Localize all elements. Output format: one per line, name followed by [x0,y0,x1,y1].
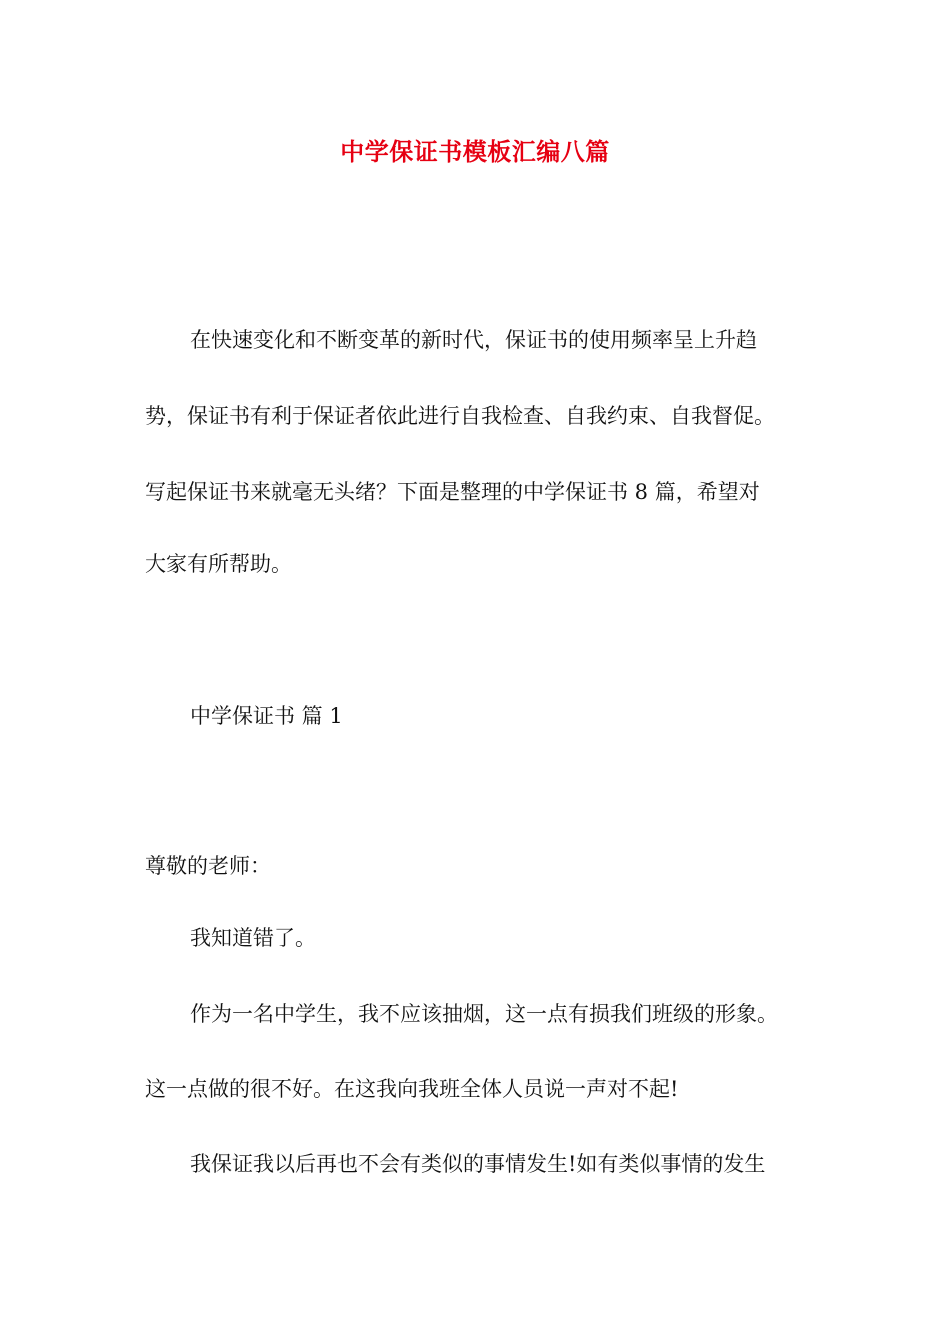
letter-paragraph-1: 我知道错了。 [190,926,316,950]
intro-line-1: 在快速变化和不断变革的新时代，保证书的使用频率呈上升趋 [190,328,757,352]
letter-paragraph-2-line-2: 这一点做的很不好。在这我向我班全体人员说一声对不起! [145,1077,679,1101]
letter-paragraph-2-line-1: 作为一名中学生，我不应该抽烟，这一点有损我们班级的形象。 [190,1002,778,1026]
document-title: 中学保证书模板汇编八篇 [340,138,610,166]
intro-line-2: 势，保证书有利于保证者依此进行自我检查、自我约束、自我督促。 [145,404,775,428]
letter-salutation: 尊敬的老师： [145,854,271,878]
letter-paragraph-3-line-1: 我保证我以后再也不会有类似的事情发生!如有类似事情的发生 [190,1152,766,1176]
intro-line-4: 大家有所帮助。 [145,552,292,576]
section-heading: 中学保证书 篇 1 [190,704,343,728]
intro-line-3: 写起保证书来就毫无头绪？下面是整理的中学保证书 8 篇，希望对 [145,480,760,504]
